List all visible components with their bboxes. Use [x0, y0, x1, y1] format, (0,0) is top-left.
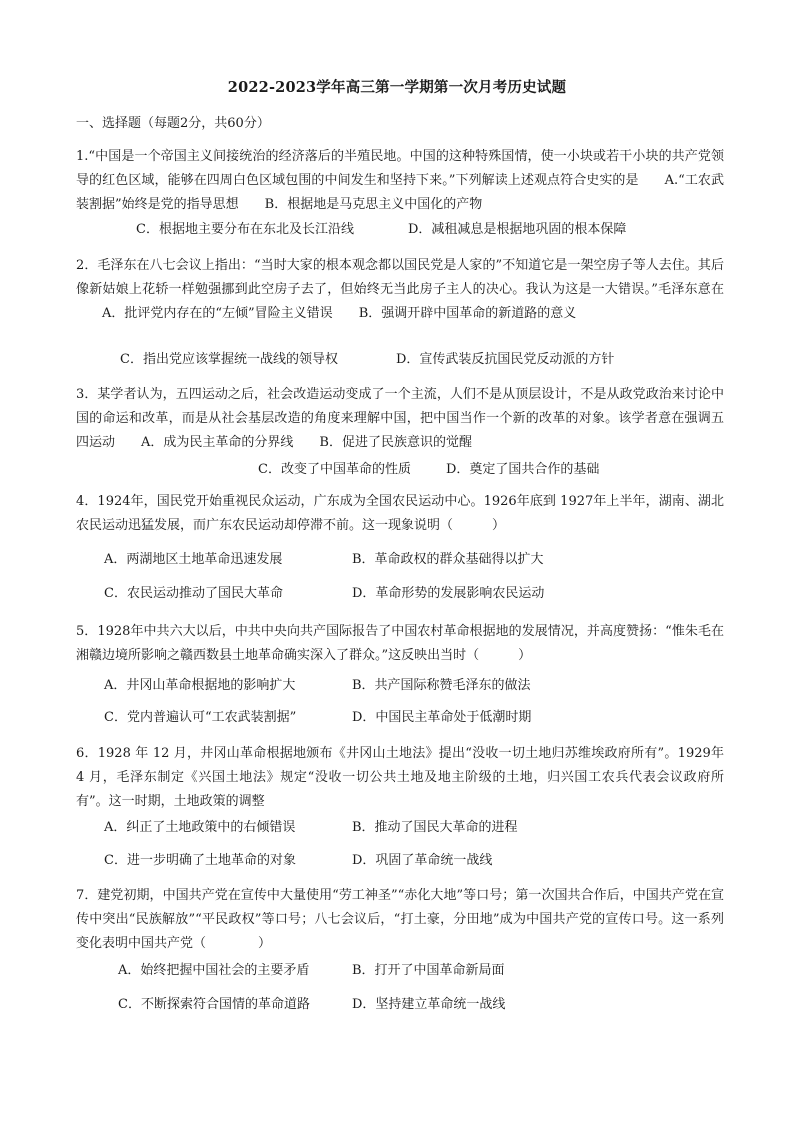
question-4-option-a: A．两湖地区土地革命迅速发展 [104, 552, 283, 567]
question-7-stem: 7．建党初期，中国共产党在宣传中大量使用“劳工神圣”“赤化大地”等口号；第一次国共合作后，中国共产党在宣传中突出“民族解放”“平民政权”等口号；八七会议后，“打土豪，分田地”成为中国共产党的宣传口号。这一系列变化表明中国共产党（ ） [76, 888, 724, 951]
question-7-option-a: A．始终把握中国社会的主要矛盾 [118, 963, 310, 978]
question-3-option-d: D．奠定了国共合作的基础 [446, 462, 600, 477]
question-3-option-b: B．促进了民族意识的觉醒 [319, 435, 472, 450]
question-1-stem: 1.“中国是一个帝国主义间接统治的经济落后的半殖民地。中国的这种特殊国情，使一小块或若干小块的共产党领导的红色区域，能够在四周白色区域包围的中间发生和坚持下来。”下列解读上述观点符合史实的是 [76, 149, 724, 188]
question-5-option-b: B．共产国际称赞毛泽东的做法 [352, 678, 531, 693]
question-2-option-d: D．宣传武装反抗国民党反动派的方针 [396, 352, 615, 367]
question-1-option-d: D．减租减息是根据地巩固的根本保障 [408, 222, 627, 237]
question-7-option-c: C．不断探索符合国情的革命道路 [118, 997, 310, 1012]
question-6-option-d: D．巩固了革命统一战线 [352, 853, 493, 868]
question-6-option-c: C．进一步明确了土地革命的对象 [104, 853, 296, 868]
question-1-option-c: C．根据地主要分布在东北及长江沿线 [136, 222, 354, 237]
section-heading: 一、选择题（每题2分，共60分） [76, 116, 270, 131]
question-7-option-b: B．打开了中国革命新局面 [352, 963, 505, 978]
question-5 [76, 620, 724, 668]
question-3 [76, 383, 724, 455]
question-2 [76, 254, 724, 326]
question-3-option-c: C．改变了中国革命的性质 [258, 462, 411, 477]
question-1 [76, 145, 724, 217]
question-6 [76, 742, 724, 814]
question-3-option-a: A．成为民主革命的分界线 [141, 435, 294, 450]
question-2-option-c: C．指出党应该掌握统一战线的领导权 [120, 352, 338, 367]
question-1-option-b: B．根据地是马克思主义中国化的产物 [264, 197, 483, 212]
exam-title: 2022-2023学年高三第一学期第一次月考历史试题 [227, 79, 567, 96]
question-4-option-b: B．革命政权的群众基础得以扩大 [352, 552, 544, 567]
question-4-stem: 4．1924年，国民党开始重视民众运动，广东成为全国农民运动中心。1926年底到 1927年上半年，湖南、湖北农民运动迅猛发展，而广东农民运动却停滞不前。这一现象说明（ ） [76, 494, 724, 533]
question-5-option-c: C．党内普遍认可“工农武装割据” [104, 710, 297, 725]
question-3-stem: 3．某学者认为，五四运动之后，社会改造运动变成了一个主流，人们不是从顶层设计，不是从政党政治来讨论中国的命运和改革，而是从社会基层改造的角度来理解中国，把中国当作一个新的改革的对象。该学者意在强调五四运动 [76, 387, 724, 450]
question-4 [76, 490, 724, 538]
question-7 [76, 884, 724, 956]
question-6-option-b: B．推动了国民大革命的进程 [352, 820, 518, 835]
question-5-option-d: D．中国民主革命处于低潮时期 [352, 710, 532, 725]
question-4-option-c: C．农民运动推动了国民大革命 [104, 586, 283, 601]
question-7-option-d: D．坚持建立革命统一战线 [352, 997, 506, 1012]
question-2-option-a: A．批评党内存在的“左倾”冒险主义错误 [102, 306, 333, 321]
question-4-option-d: D．革命形势的发展影响农民运动 [352, 586, 545, 601]
question-5-stem: 5．1928年中共六大以后，中共中央向共产国际报告了中国农村革命根据地的发展情况，并高度赞扬：“惟朱毛在湘赣边境所影响之赣西数县土地革命确实深入了群众。”这反映出当时（ ） [76, 624, 724, 663]
question-2-option-b: B．强调开辟中国革命的新道路的意义 [358, 306, 577, 321]
question-6-option-a: A．纠正了土地政策中的右倾错误 [104, 820, 296, 835]
question-6-stem: 6．1928 年 12 月，井冈山革命根据地颁布《井冈山土地法》提出“没收一切土地归苏维埃政府所有”。1929年 4 月，毛泽东制定《兴国土地法》规定“没收一切公共土地及地主阶级的土地，归兴国工农兵代表会议政府所有”。这一时期，土地政策的调整 [76, 746, 724, 809]
question-1-option-a: A.“工农武装割据”始终是党的指导思想 [76, 173, 724, 212]
question-2-stem: 2．毛泽东在八七会议上指出：“当时大家的根本观念都以国民党是人家的”不知道它是一架空房子等人去住。其后像新姑娘上花轿一样勉强挪到此空房子去了，但始终无当此房子主人的决心。我认为这是一大错误。”毛泽东意在 [76, 258, 724, 297]
question-5-option-a: A．井冈山革命根据地的影响扩大 [104, 678, 296, 693]
